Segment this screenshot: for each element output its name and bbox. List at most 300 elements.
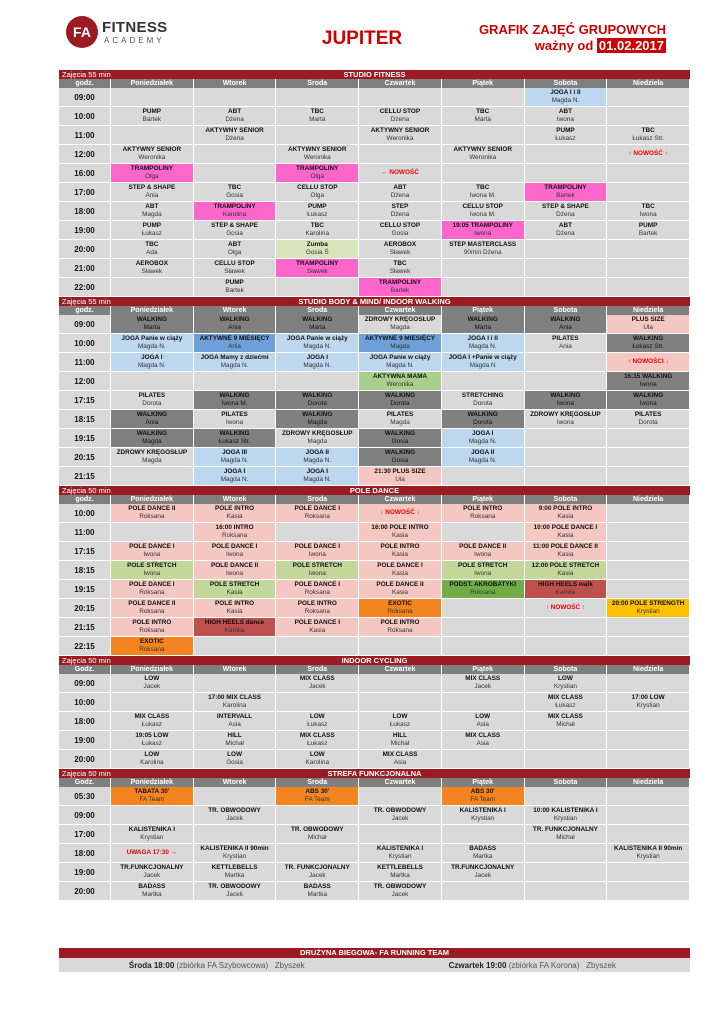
trainer-name: Iwona M. (221, 400, 248, 408)
day-header: Środa (276, 79, 359, 88)
class-name: EXOTIC (388, 600, 412, 607)
class-name: LOW (309, 713, 325, 720)
class-cell (276, 693, 359, 711)
class-cell (359, 561, 442, 579)
table-row (59, 164, 690, 183)
time-cell: 20:00 (59, 882, 111, 900)
table-row (59, 637, 690, 656)
class-name: WALKING (550, 392, 581, 399)
trainer-name: Krystian (553, 683, 577, 691)
class-cell (194, 240, 277, 258)
class-cell (276, 429, 359, 447)
trainer-name: Martka (142, 891, 162, 899)
class-name: MIX CLASS (299, 675, 335, 682)
time-cell: 18:15 (59, 561, 111, 579)
class-cell (525, 202, 608, 220)
class-cell (111, 787, 194, 805)
class-cell (359, 259, 442, 277)
class-cell (359, 712, 442, 730)
duration-note: Zajęcia 50 min (62, 769, 111, 778)
class-name: 17:00 MIX CLASS (208, 694, 262, 701)
day-header: Piątek (442, 778, 525, 787)
trainer-name: Magda (142, 438, 162, 446)
day-header: Czwartek (359, 778, 442, 787)
trainer-name: Kamila (224, 627, 245, 635)
class-cell (276, 221, 359, 239)
table-row (59, 825, 690, 844)
class-cell (607, 863, 690, 881)
trainer-name: Krystian (636, 608, 660, 616)
day-header: Poniedziałek (111, 495, 194, 504)
class-name: KETTLEBELLS (377, 864, 423, 871)
trainer-name: Magda N (469, 362, 496, 370)
class-cell (194, 882, 277, 900)
class-name: TBC (476, 108, 490, 115)
class-cell (442, 787, 525, 805)
class-cell (607, 278, 690, 296)
day-headers (59, 495, 690, 504)
class-cell (442, 561, 525, 579)
class-cell (194, 750, 277, 768)
trainer-name: Krystian (223, 853, 247, 861)
class-cell (442, 88, 525, 106)
day-header: Poniedziałek (111, 306, 194, 315)
time-cell: 05:30 (59, 787, 111, 805)
class-cell (442, 825, 525, 843)
class-name: ↑ NOWOŚĆ ↑ (628, 150, 668, 157)
table-row (59, 410, 690, 429)
trainer-name: Karolina (140, 759, 164, 767)
class-cell (111, 542, 194, 560)
running-left-trainer: Zbyszek (274, 960, 305, 970)
section-4 (59, 769, 690, 901)
class-cell (442, 712, 525, 730)
section-1 (59, 297, 690, 486)
class-name: STEP & SHAPE (128, 184, 176, 191)
class-name: WALKING (302, 392, 333, 399)
trainer-name: Michał (556, 721, 575, 729)
trainer-name: Martka (224, 872, 245, 880)
trainer-name: Weronika (138, 154, 166, 162)
class-cell (359, 278, 442, 296)
day-header: Piątek (442, 665, 525, 674)
class-cell (607, 693, 690, 711)
duration-note: Zajęcia 55 min (62, 297, 111, 306)
class-name: JOGA II (471, 449, 495, 456)
class-name: MIX CLASS (548, 713, 583, 720)
day-header: Poniedziałek (111, 778, 194, 787)
class-name: KETTLEBELLS (211, 864, 258, 871)
class-name: JOGA I (223, 468, 246, 475)
section-title (59, 769, 690, 778)
table-row (59, 561, 690, 580)
class-name: JOGA Panie w ciąży (286, 335, 348, 342)
class-name: POLE DANCE I (294, 505, 340, 512)
class-name: PILATES (138, 392, 166, 399)
day-header: Niedziela (607, 306, 690, 315)
class-cell (525, 391, 608, 409)
trainer-name: Roksana (470, 513, 496, 521)
class-name: POLE DANCE I (211, 543, 258, 550)
class-cell (607, 164, 690, 182)
day-header: Czwartek (359, 495, 442, 504)
class-name: MIX CLASS (465, 675, 501, 682)
trainer-name: Kasia (391, 551, 408, 559)
schedule-tables (59, 70, 690, 901)
class-cell (359, 467, 442, 485)
class-cell (111, 806, 194, 824)
trainer-name: Iwona M. (469, 211, 496, 219)
trainer-name: Iwona M. (469, 192, 496, 200)
class-cell (276, 391, 359, 409)
table-row (59, 240, 690, 259)
time-cell: 17:00 (59, 183, 111, 201)
time-cell: 21:00 (59, 259, 111, 277)
class-name: WALKING (136, 411, 167, 418)
class-name: LOW (144, 675, 160, 682)
trainer-name: Iwona (308, 551, 326, 559)
class-name: CELLU STOP (214, 260, 255, 267)
class-name: POLE DANCE I (129, 581, 175, 588)
class-cell (607, 844, 690, 862)
class-cell (111, 372, 194, 390)
class-cell (442, 580, 525, 598)
trainer-name: Ada (146, 249, 158, 257)
trainer-name: Michał (390, 740, 410, 748)
class-cell (359, 863, 442, 881)
class-name: PUMP (225, 279, 244, 286)
class-cell (607, 637, 690, 655)
class-cell (276, 259, 359, 277)
class-name: Zumba (306, 241, 328, 248)
class-cell (442, 126, 525, 144)
class-cell (111, 410, 194, 428)
trainer-name: Bartek (638, 230, 658, 238)
class-cell (111, 107, 194, 125)
time-cell: 16:00 (59, 164, 111, 182)
trainer-name: Jacek (143, 872, 161, 880)
class-name: UWAGA 17:30 → (126, 849, 178, 856)
class-cell (442, 164, 525, 182)
trainer-name: Magda (142, 211, 162, 219)
class-cell (194, 183, 277, 201)
class-cell (276, 88, 359, 106)
time-cell: 10:00 (59, 334, 111, 352)
page-title: JUPITER (321, 28, 403, 49)
class-cell (525, 504, 608, 522)
trainer-name: Bartek (390, 287, 410, 295)
section-title (59, 297, 690, 306)
class-cell (194, 372, 277, 390)
class-cell (276, 712, 359, 730)
running-team (59, 948, 690, 972)
class-cell (111, 750, 194, 768)
class-name: POLE STRETCH (292, 562, 342, 569)
class-cell (111, 259, 194, 277)
time-cell: 11:00 (59, 126, 111, 144)
time-cell: 19:00 (59, 863, 111, 881)
class-name: POLE STRETCH (458, 562, 508, 569)
class-cell (276, 542, 359, 560)
trainer-name: Łukasz (307, 211, 328, 219)
class-cell (194, 315, 277, 333)
trainer-name: FA Team (470, 796, 496, 804)
class-cell (607, 674, 690, 692)
class-name: STRETCHING (461, 392, 504, 399)
class-cell (525, 88, 608, 106)
day-header: Sobota (525, 306, 608, 315)
class-cell (607, 372, 690, 390)
trainer-name: Iwona (639, 211, 657, 219)
class-name: AKTYWNY SENIOR (453, 146, 512, 153)
class-name: INTERVALL (216, 713, 253, 720)
class-cell (359, 126, 442, 144)
class-name: TBC (227, 184, 242, 191)
time-cell: 17:15 (59, 391, 111, 409)
section-name: STREFA FUNKCJONALNA (327, 769, 422, 778)
class-cell (276, 448, 359, 466)
table-row (59, 334, 690, 353)
section-name: STUDIO BODY & MIND/ INDOOR WALKING (298, 297, 451, 306)
class-name: EXOTIC (139, 638, 164, 645)
class-cell (525, 750, 608, 768)
class-cell (194, 448, 277, 466)
class-name: TR. OBWODOWY (373, 883, 427, 890)
day-header: Godz. (59, 778, 111, 787)
class-name: TR. OBWODOWY (208, 807, 261, 814)
class-name: LOW (227, 751, 243, 758)
trainer-name: Krystian (636, 702, 660, 710)
class-name: PLUS SIZE (631, 316, 665, 323)
trainer-name: Krystian (471, 815, 495, 823)
class-cell (276, 410, 359, 428)
class-cell (525, 429, 608, 447)
trainer-name: Iwona (474, 230, 492, 238)
class-name: STEP & SHAPE (211, 222, 258, 229)
trainer-name: Olga (145, 173, 159, 181)
table-row (59, 145, 690, 164)
class-cell (525, 844, 608, 862)
class-cell (525, 353, 608, 371)
trainer-name: Magda N. (468, 457, 497, 465)
trainer-name: Dorota (638, 419, 658, 427)
class-name: ↑ NOWOŚCI ↓ (627, 358, 669, 365)
class-name: MIX CLASS (134, 713, 170, 720)
time-cell: 20:15 (59, 599, 111, 617)
class-cell (111, 844, 194, 862)
class-cell (442, 145, 525, 163)
running-team-line (59, 958, 690, 972)
class-name: WALKING (633, 392, 664, 399)
running-right-note: (zbiórka FA Korona) (508, 960, 580, 970)
trainer-name: Roksana (304, 589, 330, 597)
class-name: JOGA I +Panie w ciąży (448, 354, 517, 361)
class-cell (359, 164, 442, 182)
class-name: ZDROWY KRĘGOSŁUP (530, 411, 601, 418)
class-cell (525, 126, 608, 144)
class-cell (111, 637, 194, 655)
class-name: ABT (227, 241, 242, 248)
running-team-title: DRUŻYNA BIEGOWA- FA RUNNING TEAM (59, 948, 690, 958)
class-name: BADASS (138, 883, 166, 890)
time-cell: 18:00 (59, 844, 111, 862)
trainer-name: Gosia (391, 457, 409, 465)
day-header: Sobota (525, 665, 608, 674)
class-name: BADASS (469, 845, 497, 852)
trainer-name: Kasia (391, 589, 408, 597)
trainer-name: Dorota (142, 400, 162, 408)
trainer-name: Asia (476, 740, 489, 748)
class-cell (276, 882, 359, 900)
class-name: WALKING (467, 316, 498, 323)
class-name: TBC (393, 260, 407, 267)
class-cell (194, 107, 277, 125)
class-name: 10:00 POLE DANCE I (533, 524, 598, 531)
class-name: TR.FUNKCJONALNY (451, 864, 515, 871)
section-2 (59, 486, 690, 656)
class-name: BADASS (303, 883, 331, 890)
class-cell (442, 693, 525, 711)
class-cell (194, 542, 277, 560)
class-cell (525, 787, 608, 805)
running-left (59, 961, 375, 970)
table-row (59, 353, 690, 372)
class-cell (442, 353, 525, 371)
class-cell (442, 599, 525, 617)
time-cell: 20:00 (59, 750, 111, 768)
time-cell: 21:15 (59, 618, 111, 636)
table-row (59, 599, 690, 618)
trainer-name: Roksana (139, 627, 165, 635)
trainer-name: Ania (145, 192, 159, 200)
class-cell (442, 523, 525, 541)
class-name: ABT (558, 222, 572, 229)
class-cell (607, 334, 690, 352)
class-cell (359, 391, 442, 409)
trainer-name: Kasia (391, 570, 408, 578)
trainer-name: Magda (307, 419, 328, 427)
table-row (59, 202, 690, 221)
class-cell (359, 429, 442, 447)
class-cell (359, 674, 442, 692)
trainer-name: Kamila (555, 589, 576, 597)
class-name: ABT (227, 108, 242, 115)
class-name: WALKING (136, 316, 167, 323)
table-row (59, 693, 690, 712)
class-name: 11:00 POLE DANCE II (532, 543, 598, 550)
class-name: AKTYWNY SENIOR (122, 146, 182, 153)
class-cell (111, 467, 194, 485)
trainer-name: Marta (474, 116, 491, 124)
day-header: Sobota (525, 495, 608, 504)
class-cell (525, 259, 608, 277)
class-cell (525, 637, 608, 655)
trainer-name: Magda (390, 419, 410, 427)
trainer-name: Karolina (222, 211, 247, 219)
day-header: Niedziela (607, 778, 690, 787)
time-cell: 12:00 (59, 145, 111, 163)
time-cell: 18:00 (59, 202, 111, 220)
class-name: ABS 30' (305, 788, 330, 795)
class-name: STEP (391, 203, 409, 210)
class-cell (525, 542, 608, 560)
class-cell (194, 334, 277, 352)
trainer-name: Olga (310, 192, 325, 200)
trainer-name: Magda N. (386, 362, 414, 370)
class-cell (276, 599, 359, 617)
trainer-name: Karolina (222, 702, 247, 710)
trainer-name: Magda N. (303, 343, 332, 351)
trainer-name: Jacek (308, 872, 326, 880)
class-name: HIGH HEELS dance (204, 619, 265, 626)
class-name: KALISTENIKA I (459, 807, 506, 814)
class-cell (442, 448, 525, 466)
class-name: PUMP (308, 203, 327, 210)
class-cell (442, 806, 525, 824)
class-cell (525, 693, 608, 711)
class-name: JOGA I (306, 468, 328, 475)
section-name: POLE DANCE (349, 486, 400, 495)
class-name: TRAMPOLINY (378, 279, 422, 286)
trainer-name: Magda (390, 324, 410, 332)
day-header: Środa (276, 665, 359, 674)
class-cell (525, 240, 608, 258)
class-name: 19:05 LOW (135, 732, 169, 739)
section-3 (59, 656, 690, 769)
class-cell (607, 561, 690, 579)
trainer-name: Roksana (139, 589, 165, 597)
class-cell (607, 88, 690, 106)
class-cell (194, 806, 277, 824)
class-cell (359, 202, 442, 220)
trainer-name: Roksana (304, 608, 330, 616)
class-name: MIX CLASS (382, 751, 418, 758)
class-name: ABS 30' (470, 788, 495, 795)
class-cell (194, 164, 277, 182)
running-left-note: (zbiórka FA Szybowcowa) (176, 960, 269, 970)
class-cell (607, 712, 690, 730)
table-row (59, 448, 690, 467)
class-cell (607, 429, 690, 447)
trainer-name: Sławek (224, 268, 245, 276)
trainer-name: Kasia (557, 513, 574, 521)
class-cell (359, 618, 442, 636)
class-cell (359, 315, 442, 333)
class-name: AKTYWNY SENIOR (288, 146, 347, 153)
class-cell (194, 731, 277, 749)
class-cell (276, 107, 359, 125)
class-name: JOGA I i II (550, 89, 581, 96)
trainer-name: Magda N. (468, 438, 497, 446)
table-row (59, 391, 690, 410)
class-cell (525, 674, 608, 692)
trainer-name: Kasia (226, 513, 243, 521)
class-cell (111, 202, 194, 220)
day-header: godz. (59, 495, 111, 504)
class-cell (525, 712, 608, 730)
day-header: Czwartek (359, 79, 442, 88)
class-cell (359, 693, 442, 711)
time-cell: 09:00 (59, 674, 111, 692)
class-name: POLE STRETCH (127, 562, 177, 569)
class-cell (607, 391, 690, 409)
trainer-name: Magda N. (468, 343, 497, 351)
trainer-name: Łukasz (141, 740, 162, 748)
schedule-title: GRAFIK ZAJĘĆ GRUPOWYCH (478, 22, 666, 37)
trainer-name: Iwona (226, 570, 244, 578)
class-name: ↑ NOWOŚĆ ↑ (545, 604, 586, 611)
trainer-name: Kasia (226, 589, 243, 597)
